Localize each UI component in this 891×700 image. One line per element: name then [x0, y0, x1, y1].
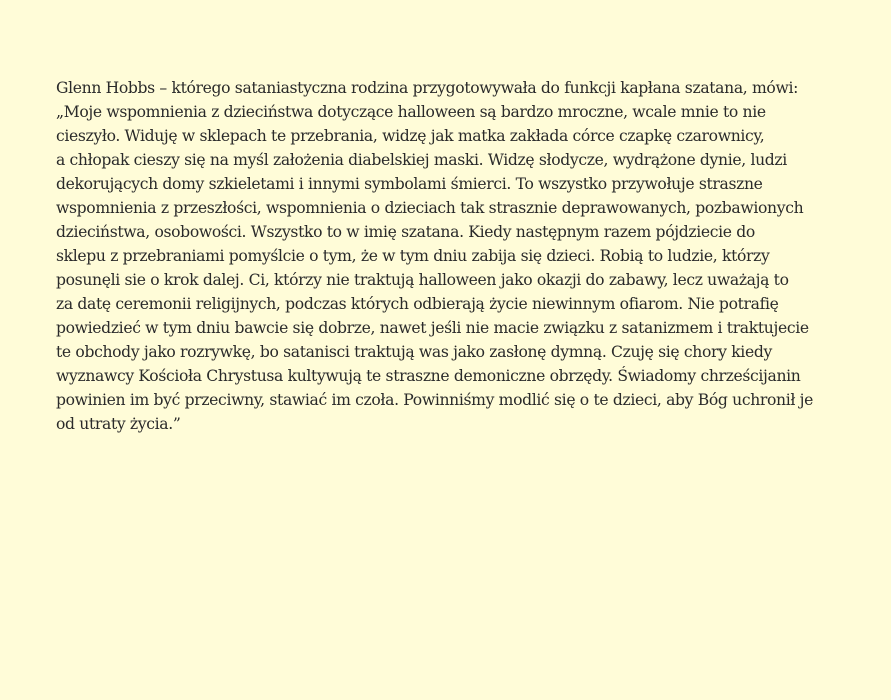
text-line: sklepu z przebraniami pomyślcie o tym, że w tym dniu zabija się dzieci. Robią to ludzie, którzy	[56, 247, 770, 265]
quote-paragraph	[56, 76, 836, 436]
text-line: dekorujących domy szkieletami i innymi symbolami śmierci. To wszystko przywołuje straszne	[56, 175, 763, 193]
text-line: wyznawcy Kościoła Chrystusa kultywują te straszne demoniczne obrzędy. Świadomy chrześcijanin	[56, 367, 801, 385]
text-line: te obchody jako rozrywkę, bo satanisci traktują was jako zasłonę dymną. Czuję się chory kiedy	[56, 343, 772, 361]
text-line: „Moje wspomnienia z dzieciństwa dotyczące halloween są bardzo mroczne, wcale mnie to nie	[56, 103, 766, 121]
text-line: powinien im być przeciwny, stawiać im czoła. Powinniśmy modlić się o te dzieci, aby Bóg uchronił je	[56, 391, 814, 409]
text-line: od utraty życia.”	[56, 415, 181, 433]
text-line: posunęli sie o krok dalej. Ci, którzy nie traktują halloween jako okazji do zabawy, lecz uważają to	[56, 271, 789, 289]
text-line: a chłopak cieszy się na myśl założenia diabelskiej maski. Widzę słodycze, wydrążone dynie, ludzi	[56, 151, 787, 169]
text-line: dzieciństwa, osobowości. Wszystko to w imię szatana. Kiedy następnym razem pójdziecie do	[56, 223, 755, 241]
text-line: za datę ceremonii religijnych, podczas których odbierają życie niewinnym ofiarom. Nie potrafię	[56, 295, 779, 313]
text-line: cieszyło. Widuję w sklepach te przebrania, widzę jak matka zakłada córce czapkę czarownicy,	[56, 127, 765, 145]
text-line: powiedzieć w tym dniu bawcie się dobrze, nawet jeśli nie macie związku z satanizmem i traktujecie	[56, 319, 809, 337]
text-line: Glenn Hobbs – którego sataniastyczna rodzina przygotowywała do funkcji kapłana szatana, mówi:	[56, 79, 798, 97]
text-line: wspomnienia z przeszłości, wspomnienia o dzieciach tak strasznie deprawowanych, pozbawionych	[56, 199, 804, 217]
